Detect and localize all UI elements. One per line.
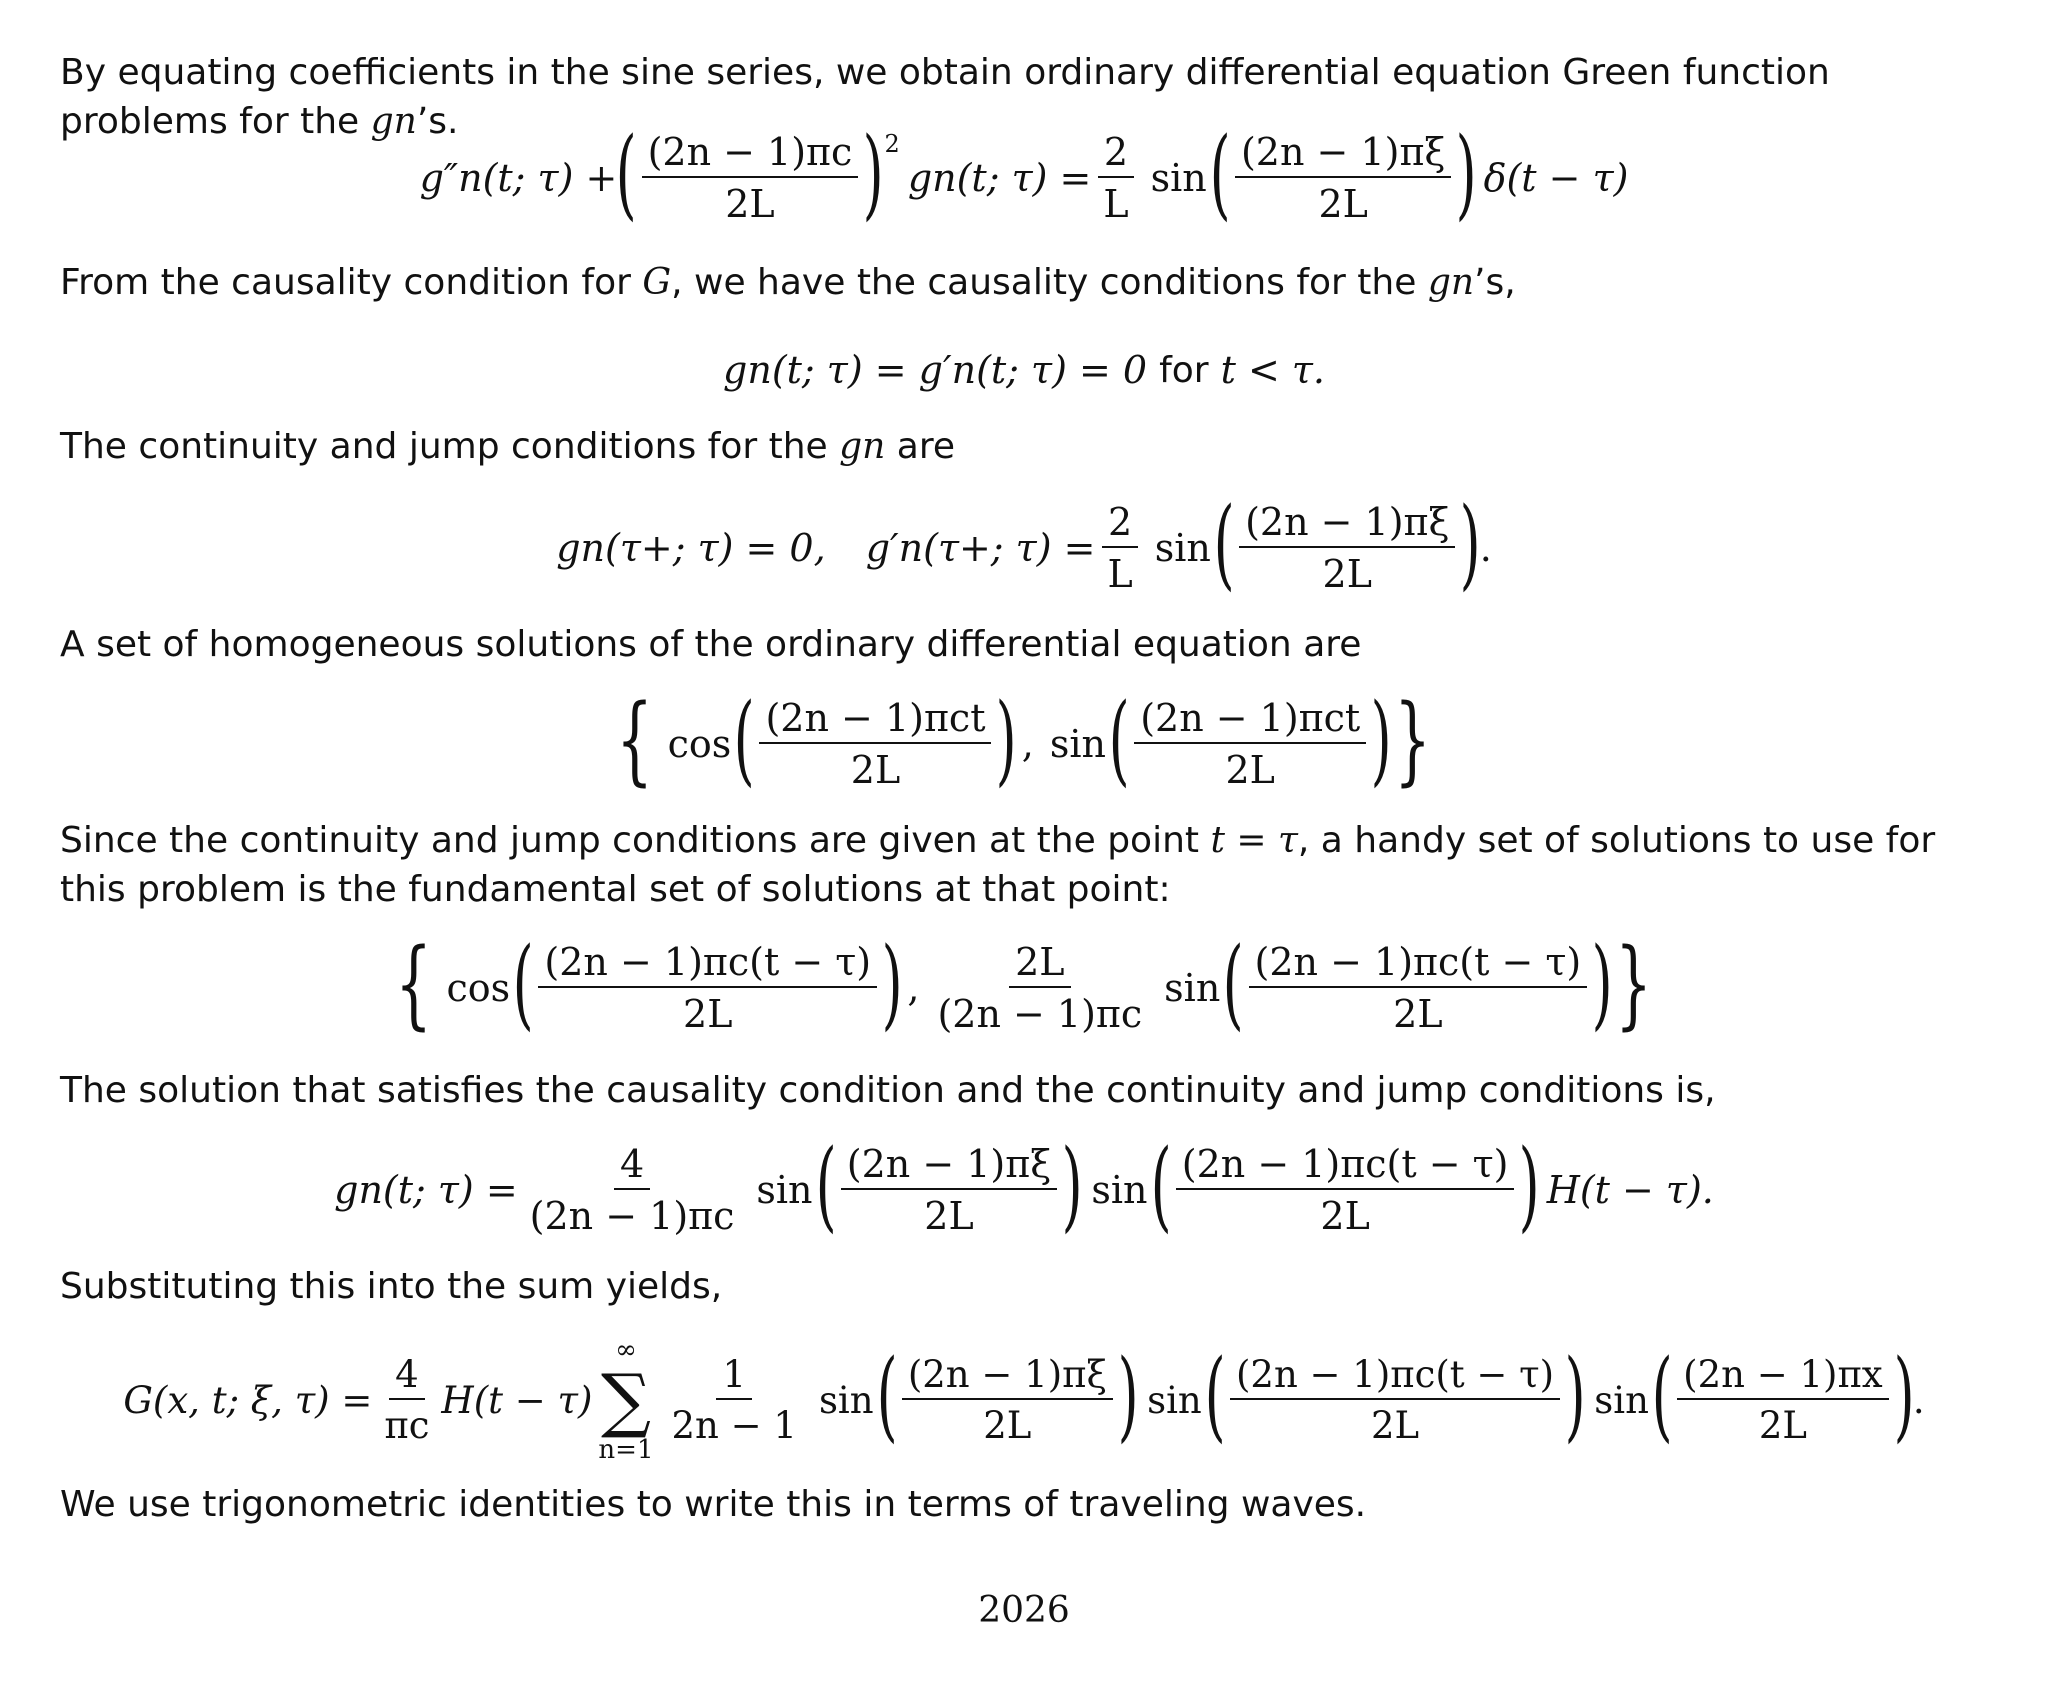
paragraph-substitute: Substituting this into the sum yields, bbox=[60, 1266, 723, 1307]
summation: ∞ ∑ n=1 bbox=[598, 1335, 654, 1465]
paragraph-homogeneous: A set of homogeneous solutions of the ordinary differential equation are bbox=[60, 624, 1362, 665]
paragraph-causality: From the causality condition for G, we have the causality conditions for the gn’s, bbox=[60, 262, 1516, 303]
equation-green-function: G(x, t; ξ, τ) = $\frac{4}{\pi c}$ H(t − τ) ∞ ∑ n=1 $\frac{1}{2n - 1}$ sin ( $\frac{(2n - 1)\pi\xi}{2L}$ ) sin ( $\frac{(2n - 1)\pi c(t - \tau)}{2L}$ ) sin ( $\frac{(2n - 1)\pi x}{2L}$ ) . bbox=[123, 1335, 1925, 1465]
paragraph-intro: By equating coefficients in the sine series, we obtain ordinary differential equation Green function problems for the gn’s. bbox=[60, 52, 1830, 142]
equation-gn-solution: gn(t; τ) = $\frac{4}{(2n - 1)\pi c}$ sin ( $\frac{(2n - 1)\pi\xi}{2L}$ ) sin ( $\frac{(2n - 1)\pi c(t - \tau)}{2L}$ ) H(t − τ). bbox=[334, 1129, 1714, 1243]
equation-homogeneous-set: { cos ( $\frac{\text{(2n − 1)πct}}{2L}$ ) , sin ( $\frac{\text{(2n − 1)πct}}{2L}$ ) } bbox=[616, 683, 1432, 797]
paragraph-jump: The continuity and jump conditions for the gn are bbox=[60, 426, 956, 467]
equation-fundamental-set: { cos ( $\frac{(2n - 1)\pi c(t - \tau)}{2L}$ ) , $\frac{2L}{(2n - 1)\pi c}$ sin ( $\frac{(2n - 1)\pi c(t - \tau)}{2L}$ ) } bbox=[395, 927, 1653, 1041]
paragraph-solution: The solution that satisfies the causality condition and the continuity and jump conditions is, bbox=[60, 1070, 1716, 1111]
page-number: 2026 bbox=[978, 1590, 1070, 1631]
paragraph-traveling-waves: We use trigonometric identities to write this in terms of traveling waves. bbox=[60, 1484, 1367, 1525]
equation-jump-conditions: gn(τ+; τ) = 0, g′n(τ+; τ) = $\frac{2}{L}$ sin ( $\frac{(2n - 1)\pi\xi}{2L}$ ) . bbox=[556, 487, 1492, 601]
paragraph-fundamental: Since the continuity and jump conditions are given at the point t = τ, a handy set of solutions to use for this problem is the fundamental set of solutions at that point: bbox=[60, 820, 1936, 910]
equation-ode: g″n(t; τ) + ( $\frac{(2n - 1)\pi c}{2L}$ ) 2 gn(t; τ) = $\frac{2}{L}$ sin ( $\frac{(2n - 1)\pi\xi}{2L}$ ) δ(t − τ) bbox=[419, 117, 1629, 231]
equation-causality: gn(t; τ) = g′n(t; τ) = 0 for t < τ. bbox=[723, 348, 1325, 392]
